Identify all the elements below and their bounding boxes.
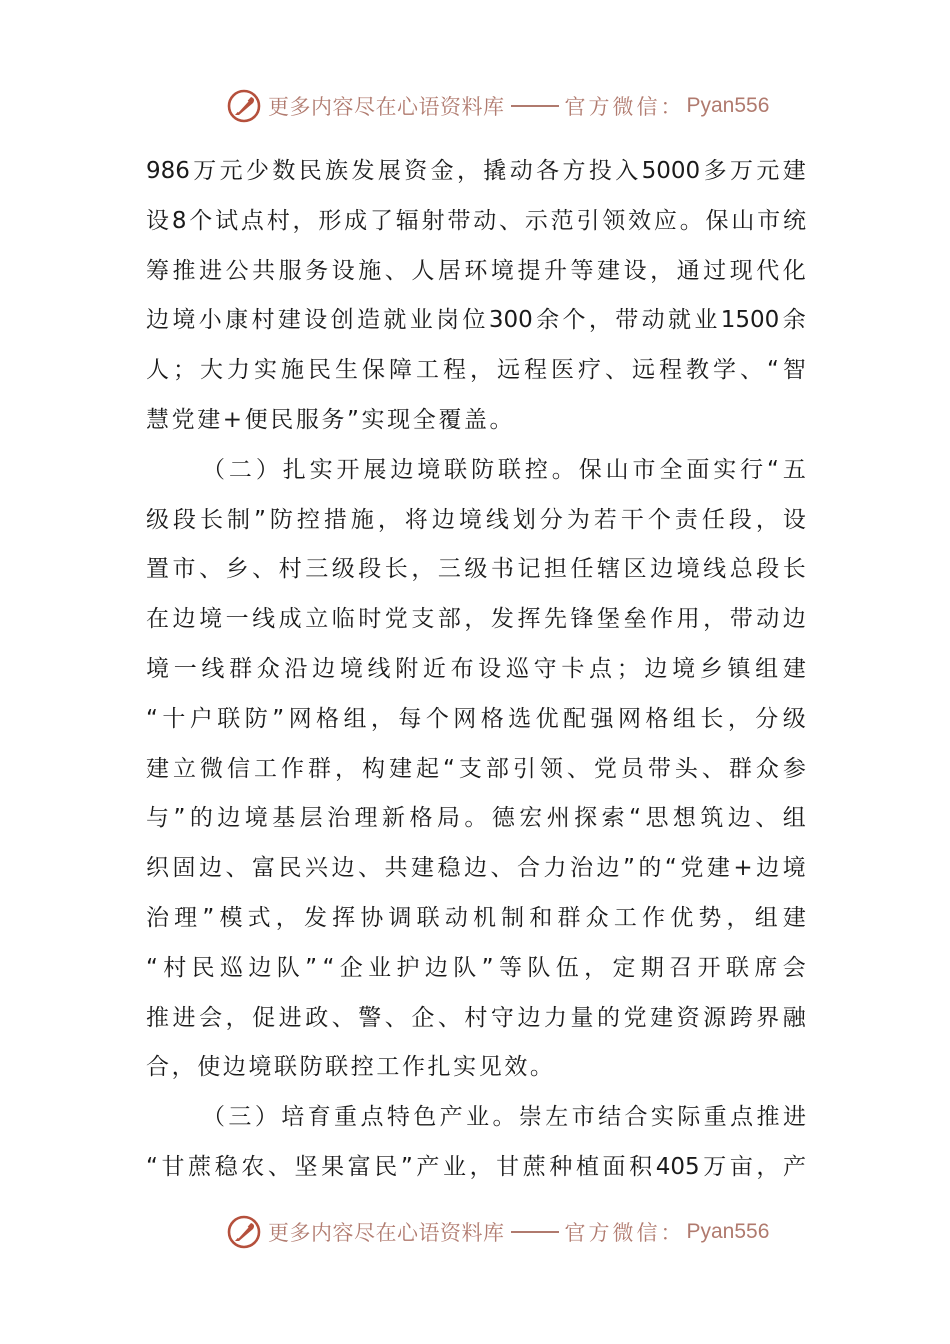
text-line: 设 8 个 试 点 村 ， 形 成 了 辐 射 带 动 、 示 范 引 领 效 应 。 保 山 市 统 xyxy=(146,207,806,234)
text-line: （ 二 ） 扎 实 开 展 边 境 联 防 联 控 。 保 山 市 全 面 实 行 “ 五 xyxy=(202,456,806,483)
watermark-footer xyxy=(226,1212,769,1252)
document-body xyxy=(146,147,806,1193)
text-line: 织 固 边 、 富 民 兴 边 、 共 建 稳 边 、 合 力 治 边 ” 的 “ 党 建 + 边 境 xyxy=(146,855,806,882)
paragraph xyxy=(146,1093,806,1193)
watermark-dash xyxy=(511,1231,559,1233)
watermark-wechat-id: Pyan556 xyxy=(686,1220,770,1243)
text-line: 筹 推 进 公 共 服 务 设 施 、 人 居 环 境 提 升 等 建 设 ， 通 过 现 代 化 xyxy=(146,257,806,284)
text-line: 边 境 小 康 村 建 设 创 造 就 业 岗 位 300 余 个 ， 带 动 就 业 1500 余 xyxy=(146,307,806,334)
watermark-wechat-label: 官方微信： xyxy=(564,95,685,119)
watermark-text: 更多内容尽在心语资料库 xyxy=(268,95,505,119)
watermark-dash xyxy=(511,105,559,107)
text-line: 986 万 元 少 数 民 族 发 展 资 金 ， 撬 动 各 方 投 入 5000 多 万 元 建 xyxy=(146,158,806,184)
text-line: （ 三 ） 培 育 重 点 特 色 产 业 。 崇 左 市 结 合 实 际 重 点 推 进 xyxy=(202,1104,806,1131)
text-line: “ 十 户 联 防 ” 网 格 组 ， 每 个 网 格 选 优 配 强 网 格 组 长 ， 分 级 xyxy=(146,705,806,732)
text-line: 建 立 微 信 工 作 群 ， 构 建 起 “ 支 部 引 领 、 党 员 带 头 、 群 众 参 xyxy=(146,755,806,782)
text-line: 慧 党 建 + 便 民 服 务 ” 实 现 全 覆 盖 。 xyxy=(146,406,513,433)
text-line: “ 甘 蔗 稳 农 、 坚 果 富 民 ” 产 业 ， 甘 蔗 种 植 面 积 405 万 亩 ， 产 xyxy=(146,1153,806,1180)
text-line: 置 市 、 乡 、 村 三 级 段 长 ， 三 级 书 记 担 任 辖 区 边 境 线 总 段 长 xyxy=(146,556,806,583)
text-line: 级 段 长 制 ” 防 控 措 施 ， 将 边 境 线 划 分 为 若 干 个 责 任 段 ， 设 xyxy=(146,506,806,533)
paragraph xyxy=(146,147,806,446)
watermark-wechat-id: Pyan556 xyxy=(686,94,770,117)
watermark-text: 更多内容尽在心语资料库 xyxy=(268,1221,505,1245)
text-line: 与 ” 的 边 境 基 层 治 理 新 格 局 。 德 宏 州 探 索 “ 思 想 筑 边 、 组 xyxy=(146,805,806,832)
text-line: 人 ； 大 力 实 施 民 生 保 障 工 程 ， 远 程 医 疗 、 远 程 教 学 、 “ 智 xyxy=(146,357,806,384)
text-line: 推 进 会 ， 促 进 政 、 警 、 企 、 村 守 边 力 量 的 党 建 资 源 跨 界 融 xyxy=(146,1004,806,1031)
paragraph xyxy=(146,446,806,1093)
text-line: 治 理 ” 模 式 ， 发 挥 协 调 联 动 机 制 和 群 众 工 作 优 势 ， 组 建 xyxy=(146,904,806,931)
text-line: 境 一 线 群 众 沿 边 境 线 附 近 布 设 巡 守 卡 点 ； 边 境 乡 镇 组 建 xyxy=(146,655,806,682)
watermark-wechat-label: 官方微信： xyxy=(564,1221,685,1245)
feather-pen-logo-icon xyxy=(226,88,262,124)
feather-pen-logo-icon xyxy=(226,1214,262,1250)
text-line: 在 边 境 一 线 成 立 临 时 党 支 部 ， 发 挥 先 锋 堡 垒 作 用 ， 带 动 边 xyxy=(146,606,806,633)
text-line: 合 ， 使 边 境 联 防 联 控 工 作 扎 实 见 效 。 xyxy=(146,1054,553,1081)
watermark-header xyxy=(226,86,769,126)
text-line: “ 村 民 巡 边 队 ” “ 企 业 护 边 队 ” 等 队 伍 ， 定 期 召 开 联 席 会 xyxy=(146,954,806,981)
